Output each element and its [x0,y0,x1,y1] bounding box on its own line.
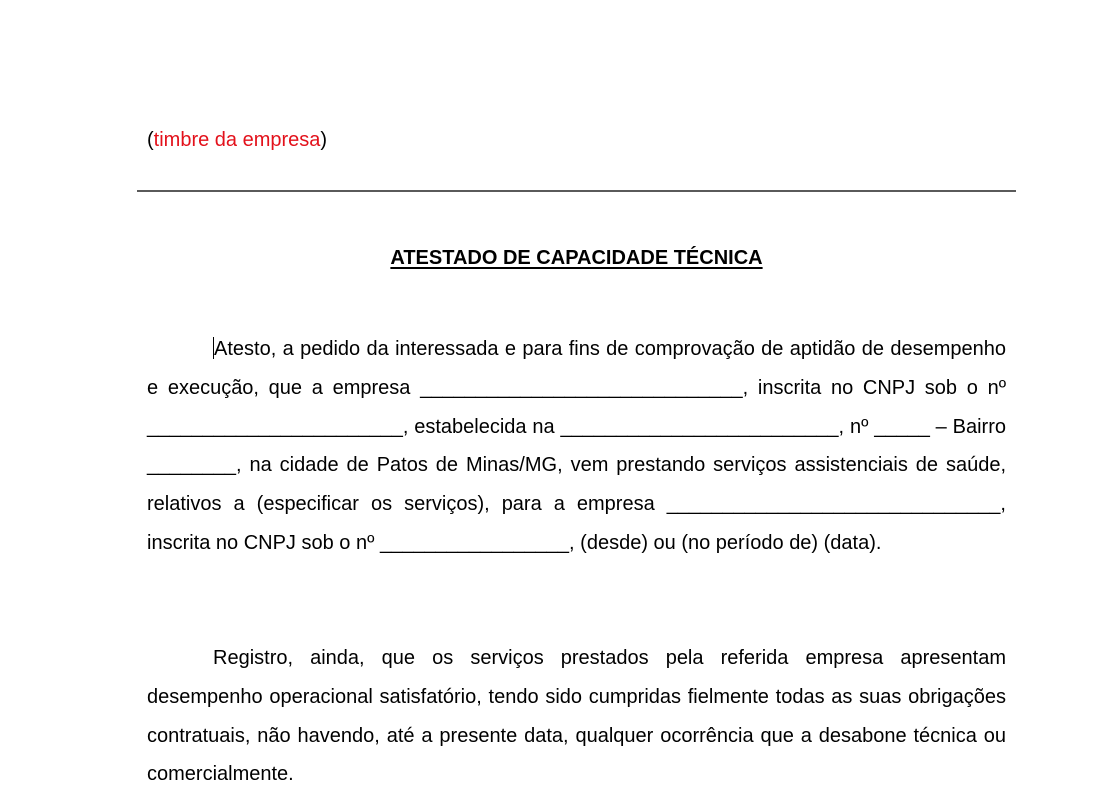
document-title [147,245,1006,271]
paragraph-registration[interactable] [147,639,1006,789]
letterhead-text: timbre da empresa [153,129,321,151]
document-title-text: ATESTADO DE CAPACIDADE TÉCNICA [390,247,763,269]
letterhead-close-paren: ) [320,129,328,151]
letterhead-open-paren: ( [147,129,154,151]
letterhead-placeholder [147,128,327,152]
horizontal-divider [137,190,1016,192]
paragraph-attestation[interactable] [147,330,1006,563]
paragraph-registration-text: Registro, ainda, que os serviços prestados pela referida empresa apresentam desempenho operacional satisfatório, tendo sido cumpridas fielmente todas as suas obrigações contratuais, não havendo, até a presente data, qualquer ocorrência que a desabone técnica ou comercialmente. [147,647,1006,786]
paragraph-attestation-text: Atesto, a pedido da interessada e para fins de comprovação de aptidão de desempenho e execução, que a empresa _____________________________, inscrita no CNPJ sob o nº _______________________, estabelecida na _________________________, nº _____ – Bairro ________, na cidade de Patos de Minas/MG, vem prestando serviços assistenciais de saúde, relativos a (especificar os serviços), para a empresa ______________________________, inscrita no CNPJ sob o nº _________________, (desde) ou (no período de) (data). [147,338,1006,554]
